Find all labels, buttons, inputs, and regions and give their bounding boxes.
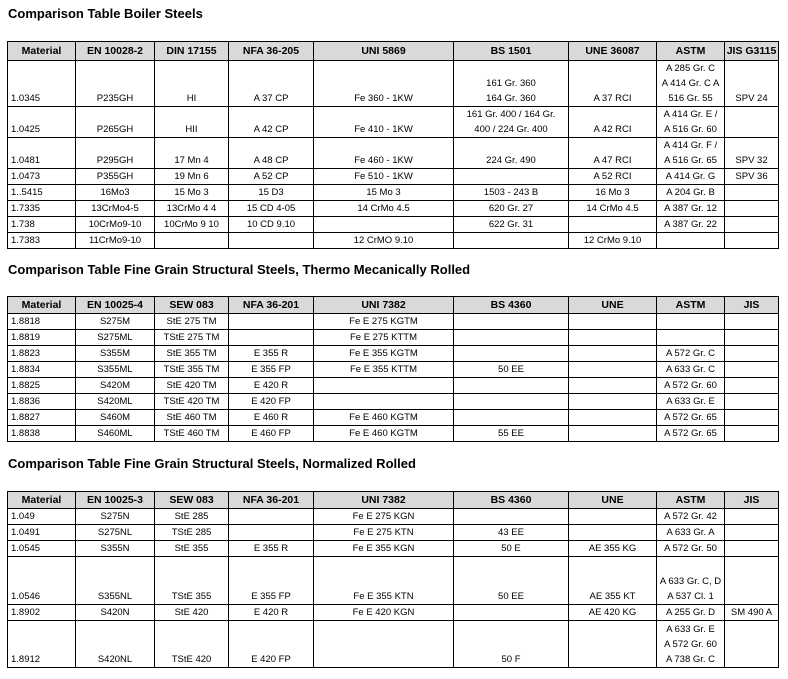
table-cell: S355N	[76, 541, 155, 557]
table-cell: S460ML	[76, 426, 155, 442]
table-normalized-rolled	[7, 491, 779, 668]
table-cell	[229, 525, 314, 541]
table-cell: E 420 FP	[229, 621, 314, 668]
column-header: UNI 7382	[314, 297, 454, 314]
material-cell: 1.8818	[8, 314, 76, 330]
material-cell: 1.0473	[8, 169, 76, 185]
table-cell: 10CrMo9-10	[76, 217, 155, 233]
column-header: Material	[8, 42, 76, 61]
table-cell: AE 420 KG	[569, 605, 657, 621]
table-cell: 16 Mo 3	[569, 185, 657, 201]
table-cell	[725, 525, 779, 541]
table-cell: A 633 Gr. C	[657, 362, 725, 378]
table-cell: 16Mo3	[76, 185, 155, 201]
table-cell: A 633 Gr. E A 572 Gr. 60 A 738 Gr. C	[657, 621, 725, 668]
table-cell: Fe E 275 KGTM	[314, 314, 454, 330]
table-cell: 15 Mo 3	[155, 185, 229, 201]
table-cell	[454, 410, 569, 426]
table-cell	[725, 107, 779, 138]
table-cell: Fe E 460 KGTM	[314, 410, 454, 426]
column-header: EN 10025-4	[76, 297, 155, 314]
table-cell: StE 460 TM	[155, 410, 229, 426]
column-header: UNE	[569, 297, 657, 314]
table-cell	[229, 233, 314, 249]
table-cell	[569, 330, 657, 346]
table-cell	[725, 330, 779, 346]
table-cell: A 572 Gr. 60	[657, 378, 725, 394]
column-header: BS 1501	[454, 42, 569, 61]
table-boiler-steels	[7, 41, 779, 249]
column-header: Material	[8, 297, 76, 314]
column-header: Material	[8, 492, 76, 509]
table-cell	[569, 362, 657, 378]
table-cell: S355M	[76, 346, 155, 362]
table-cell	[725, 557, 779, 605]
table-row	[8, 107, 779, 138]
column-header: UNE 36087	[569, 42, 657, 61]
title-normalized-rolled: Comparison Table Fine Grain Structural Steels, Normalized Rolled	[8, 456, 416, 471]
table-cell: Fe E 355 KTTM	[314, 362, 454, 378]
column-header: JIS	[725, 297, 779, 314]
table-cell: S355ML	[76, 362, 155, 378]
material-cell: 1.0481	[8, 138, 76, 169]
table-cell: A 387 Gr. 22	[657, 217, 725, 233]
column-header: NFA 36-201	[229, 492, 314, 509]
material-cell: 1.8819	[8, 330, 76, 346]
material-cell: 1.7383	[8, 233, 76, 249]
table-cell: StE 355	[155, 541, 229, 557]
material-cell: 1.8838	[8, 426, 76, 442]
column-header: ASTM	[657, 297, 725, 314]
table-cell	[314, 394, 454, 410]
table-row	[8, 233, 779, 249]
table-cell	[657, 330, 725, 346]
table-cell	[569, 314, 657, 330]
table-row	[8, 201, 779, 217]
table-cell: E 460 FP	[229, 426, 314, 442]
table-cell: 50 F	[454, 621, 569, 668]
table-cell: A 37 RCI	[569, 61, 657, 107]
table-row	[8, 185, 779, 201]
table-cell: A 414 Gr. E / A 516 Gr. 60	[657, 107, 725, 138]
table-cell	[725, 621, 779, 668]
table-cell	[725, 185, 779, 201]
table-cell: E 355 R	[229, 346, 314, 362]
table-cell: E 355 FP	[229, 362, 314, 378]
table-cell: Fe 460 - 1KW	[314, 138, 454, 169]
table-cell	[454, 378, 569, 394]
table-cell: E 355 FP	[229, 557, 314, 605]
table-row	[8, 314, 779, 330]
material-cell: 1.0425	[8, 107, 76, 138]
table-cell	[569, 378, 657, 394]
table-cell: Fe E 355 KGN	[314, 541, 454, 557]
table-cell: 15 D3	[229, 185, 314, 201]
table-row	[8, 410, 779, 426]
table-cell	[314, 378, 454, 394]
material-cell: 1.7335	[8, 201, 76, 217]
table-cell: TStE 420 TM	[155, 394, 229, 410]
table-cell: Fe E 460 KGTM	[314, 426, 454, 442]
material-cell: 1.8825	[8, 378, 76, 394]
table-cell	[314, 621, 454, 668]
column-header: ASTM	[657, 492, 725, 509]
table-cell	[454, 314, 569, 330]
table-cell: StE 420	[155, 605, 229, 621]
table-cell: SM 490 A	[725, 605, 779, 621]
table-cell: A 42 RCI	[569, 107, 657, 138]
table-cell	[725, 217, 779, 233]
table-cell: StE 355 TM	[155, 346, 229, 362]
table-cell: TStE 285	[155, 525, 229, 541]
table-cell: StE 420 TM	[155, 378, 229, 394]
table-cell: A 633 Gr. C, D A 537 Cl. 1	[657, 557, 725, 605]
table-cell: StE 285	[155, 509, 229, 525]
column-header: JIS G3115	[725, 42, 779, 61]
table-cell	[725, 378, 779, 394]
table-cell: A 572 Gr. 50	[657, 541, 725, 557]
table-cell: A 414 Gr. G	[657, 169, 725, 185]
title-thermo-mecanically-rolled: Comparison Table Fine Grain Structural Steels, Thermo Mecanically Rolled	[8, 262, 471, 277]
table-cell	[229, 330, 314, 346]
table-row	[8, 346, 779, 362]
table-cell: 224 Gr. 490	[454, 138, 569, 169]
material-cell: 1.8912	[8, 621, 76, 668]
table-cell: TStE 355 TM	[155, 362, 229, 378]
table-cell: A 633 Gr. A	[657, 525, 725, 541]
table-cell: 10CrMo 9 10	[155, 217, 229, 233]
table-cell: Fe E 275 KGN	[314, 509, 454, 525]
table-cell: Fe E 275 KTTM	[314, 330, 454, 346]
table-cell: Fe 360 - 1KW	[314, 61, 454, 107]
table-row	[8, 541, 779, 557]
column-header: UNE	[569, 492, 657, 509]
table-cell	[454, 394, 569, 410]
table-cell	[229, 314, 314, 330]
table-cell: A 414 Gr. F / A 516 Gr. 65	[657, 138, 725, 169]
material-cell: 1.8827	[8, 410, 76, 426]
material-cell: 1.738	[8, 217, 76, 233]
table-cell: P235GH	[76, 61, 155, 107]
column-header: NFA 36-201	[229, 297, 314, 314]
table-cell	[454, 346, 569, 362]
table-cell: 161 Gr. 360 164 Gr. 360	[454, 61, 569, 107]
table-cell: A 285 Gr. C A 414 Gr. C A 516 Gr. 55	[657, 61, 725, 107]
table-cell: 17 Mn 4	[155, 138, 229, 169]
table-cell: S275M	[76, 314, 155, 330]
table-cell: 622 Gr. 31	[454, 217, 569, 233]
table-cell: 43 EE	[454, 525, 569, 541]
material-cell: 1.8902	[8, 605, 76, 621]
table-cell	[725, 314, 779, 330]
table-cell	[569, 426, 657, 442]
table-cell	[725, 509, 779, 525]
column-header: EN 10028-2	[76, 42, 155, 61]
table-cell: S420N	[76, 605, 155, 621]
table-cell: TStE 355	[155, 557, 229, 605]
table-row	[8, 557, 779, 605]
table-row	[8, 330, 779, 346]
table-cell: A 48 CP	[229, 138, 314, 169]
table-row	[8, 605, 779, 621]
table-cell: A 204 Gr. B	[657, 185, 725, 201]
table-row	[8, 217, 779, 233]
column-header: BS 4360	[454, 297, 569, 314]
table-cell: Fe E 355 KGTM	[314, 346, 454, 362]
title-boiler-steels: Comparison Table Boiler Steels	[8, 6, 203, 21]
table-cell: 12 CrMo 9.10	[569, 233, 657, 249]
table-cell: Fe E 420 KGN	[314, 605, 454, 621]
table-row	[8, 426, 779, 442]
table-cell	[569, 509, 657, 525]
table-row	[8, 621, 779, 668]
table-cell: TStE 420	[155, 621, 229, 668]
table-cell	[155, 233, 229, 249]
table-cell: E 460 R	[229, 410, 314, 426]
table-cell: A 572 Gr. 65	[657, 426, 725, 442]
table-cell	[725, 201, 779, 217]
table-cell: 50 E	[454, 541, 569, 557]
table-cell	[569, 410, 657, 426]
table-cell: Fe 410 - 1KW	[314, 107, 454, 138]
table-row	[8, 394, 779, 410]
table-cell: E 355 R	[229, 541, 314, 557]
table-cell: Fe E 355 KTN	[314, 557, 454, 605]
table-cell: HII	[155, 107, 229, 138]
table-cell	[314, 217, 454, 233]
column-header: SEW 083	[155, 297, 229, 314]
material-cell: 1.0345	[8, 61, 76, 107]
table-cell: A 387 Gr. 12	[657, 201, 725, 217]
column-header: UNI 5869	[314, 42, 454, 61]
table-cell: 15 Mo 3	[314, 185, 454, 201]
table-cell: 10 CD 9.10	[229, 217, 314, 233]
table-cell	[657, 314, 725, 330]
column-header: DIN 17155	[155, 42, 229, 61]
table-cell	[569, 394, 657, 410]
table-cell: A 52 CP	[229, 169, 314, 185]
table-row	[8, 362, 779, 378]
table-cell: 14 CrMo 4.5	[569, 201, 657, 217]
material-cell: 1.0491	[8, 525, 76, 541]
table-cell: 11CrMo9-10	[76, 233, 155, 249]
table-cell	[569, 346, 657, 362]
material-cell: 1.049	[8, 509, 76, 525]
table-cell	[725, 346, 779, 362]
table-cell: A 633 Gr. E	[657, 394, 725, 410]
table-cell: HI	[155, 61, 229, 107]
table-cell: E 420 FP	[229, 394, 314, 410]
table-row	[8, 378, 779, 394]
table-cell: 13CrMo4-5	[76, 201, 155, 217]
column-header: SEW 083	[155, 492, 229, 509]
table-cell: S420NL	[76, 621, 155, 668]
column-header: BS 4360	[454, 492, 569, 509]
table-cell: 50 EE	[454, 362, 569, 378]
table-row	[8, 169, 779, 185]
table-cell: A 255 Gr. D	[657, 605, 725, 621]
table-cell	[454, 330, 569, 346]
table-cell: SPV 36	[725, 169, 779, 185]
table-cell: 15 CD 4-05	[229, 201, 314, 217]
table-row	[8, 525, 779, 541]
table-cell: A 572 Gr. C	[657, 346, 725, 362]
column-header: ASTM	[657, 42, 725, 61]
table-cell: SPV 32	[725, 138, 779, 169]
table-cell	[725, 410, 779, 426]
table-cell	[569, 525, 657, 541]
table-cell: A 42 CP	[229, 107, 314, 138]
table-cell	[454, 509, 569, 525]
table-cell: S460M	[76, 410, 155, 426]
table-cell: S275NL	[76, 525, 155, 541]
table-cell: P295GH	[76, 138, 155, 169]
table-row	[8, 61, 779, 107]
column-header: EN 10025-3	[76, 492, 155, 509]
table-cell: P355GH	[76, 169, 155, 185]
table-cell: A 572 Gr. 42	[657, 509, 725, 525]
table-cell: 14 CrMo 4.5	[314, 201, 454, 217]
table-cell: S420M	[76, 378, 155, 394]
table-cell	[725, 541, 779, 557]
table-cell: E 420 R	[229, 378, 314, 394]
table-cell: TStE 275 TM	[155, 330, 229, 346]
table-cell: P265GH	[76, 107, 155, 138]
table-cell	[725, 362, 779, 378]
table-cell: AE 355 KT	[569, 557, 657, 605]
table-cell: S420ML	[76, 394, 155, 410]
table-cell	[569, 217, 657, 233]
table-cell: S275N	[76, 509, 155, 525]
table-cell: 13CrMo 4 4	[155, 201, 229, 217]
table-cell	[725, 233, 779, 249]
table-row	[8, 509, 779, 525]
table-cell: 50 EE	[454, 557, 569, 605]
table-cell: SPV 24	[725, 61, 779, 107]
material-cell: 1..5415	[8, 185, 76, 201]
table-cell: 1503 - 243 B	[454, 185, 569, 201]
material-cell: 1.8836	[8, 394, 76, 410]
table-cell: Fe 510 - 1KW	[314, 169, 454, 185]
table-cell: 19 Mn 6	[155, 169, 229, 185]
table-cell	[725, 394, 779, 410]
table-cell: S275ML	[76, 330, 155, 346]
table-cell	[229, 509, 314, 525]
table-thermo-mecanically-rolled	[7, 296, 779, 442]
table-cell	[725, 426, 779, 442]
table-cell: A 572 Gr. 65	[657, 410, 725, 426]
table-row	[8, 138, 779, 169]
table-cell: TStE 460 TM	[155, 426, 229, 442]
material-cell: 1.8834	[8, 362, 76, 378]
table-cell	[454, 233, 569, 249]
material-cell: 1.0545	[8, 541, 76, 557]
table-cell: StE 275 TM	[155, 314, 229, 330]
material-cell: 1.8823	[8, 346, 76, 362]
table-cell: 161 Gr. 400 / 164 Gr. 400 / 224 Gr. 400	[454, 107, 569, 138]
table-cell: A 47 RCI	[569, 138, 657, 169]
table-cell: 55 EE	[454, 426, 569, 442]
table-cell	[454, 169, 569, 185]
table-cell: Fe E 275 KTN	[314, 525, 454, 541]
table-cell: AE 355 KG	[569, 541, 657, 557]
table-cell: 12 CrMO 9.10	[314, 233, 454, 249]
table-cell: A 52 RCI	[569, 169, 657, 185]
table-cell	[454, 605, 569, 621]
column-header: NFA 36-205	[229, 42, 314, 61]
table-cell: A 37 CP	[229, 61, 314, 107]
table-cell	[569, 621, 657, 668]
column-header: UNI 7382	[314, 492, 454, 509]
material-cell: 1.0546	[8, 557, 76, 605]
table-cell: S355NL	[76, 557, 155, 605]
table-cell: E 420 R	[229, 605, 314, 621]
table-cell	[657, 233, 725, 249]
column-header: JIS	[725, 492, 779, 509]
table-cell: 620 Gr. 27	[454, 201, 569, 217]
